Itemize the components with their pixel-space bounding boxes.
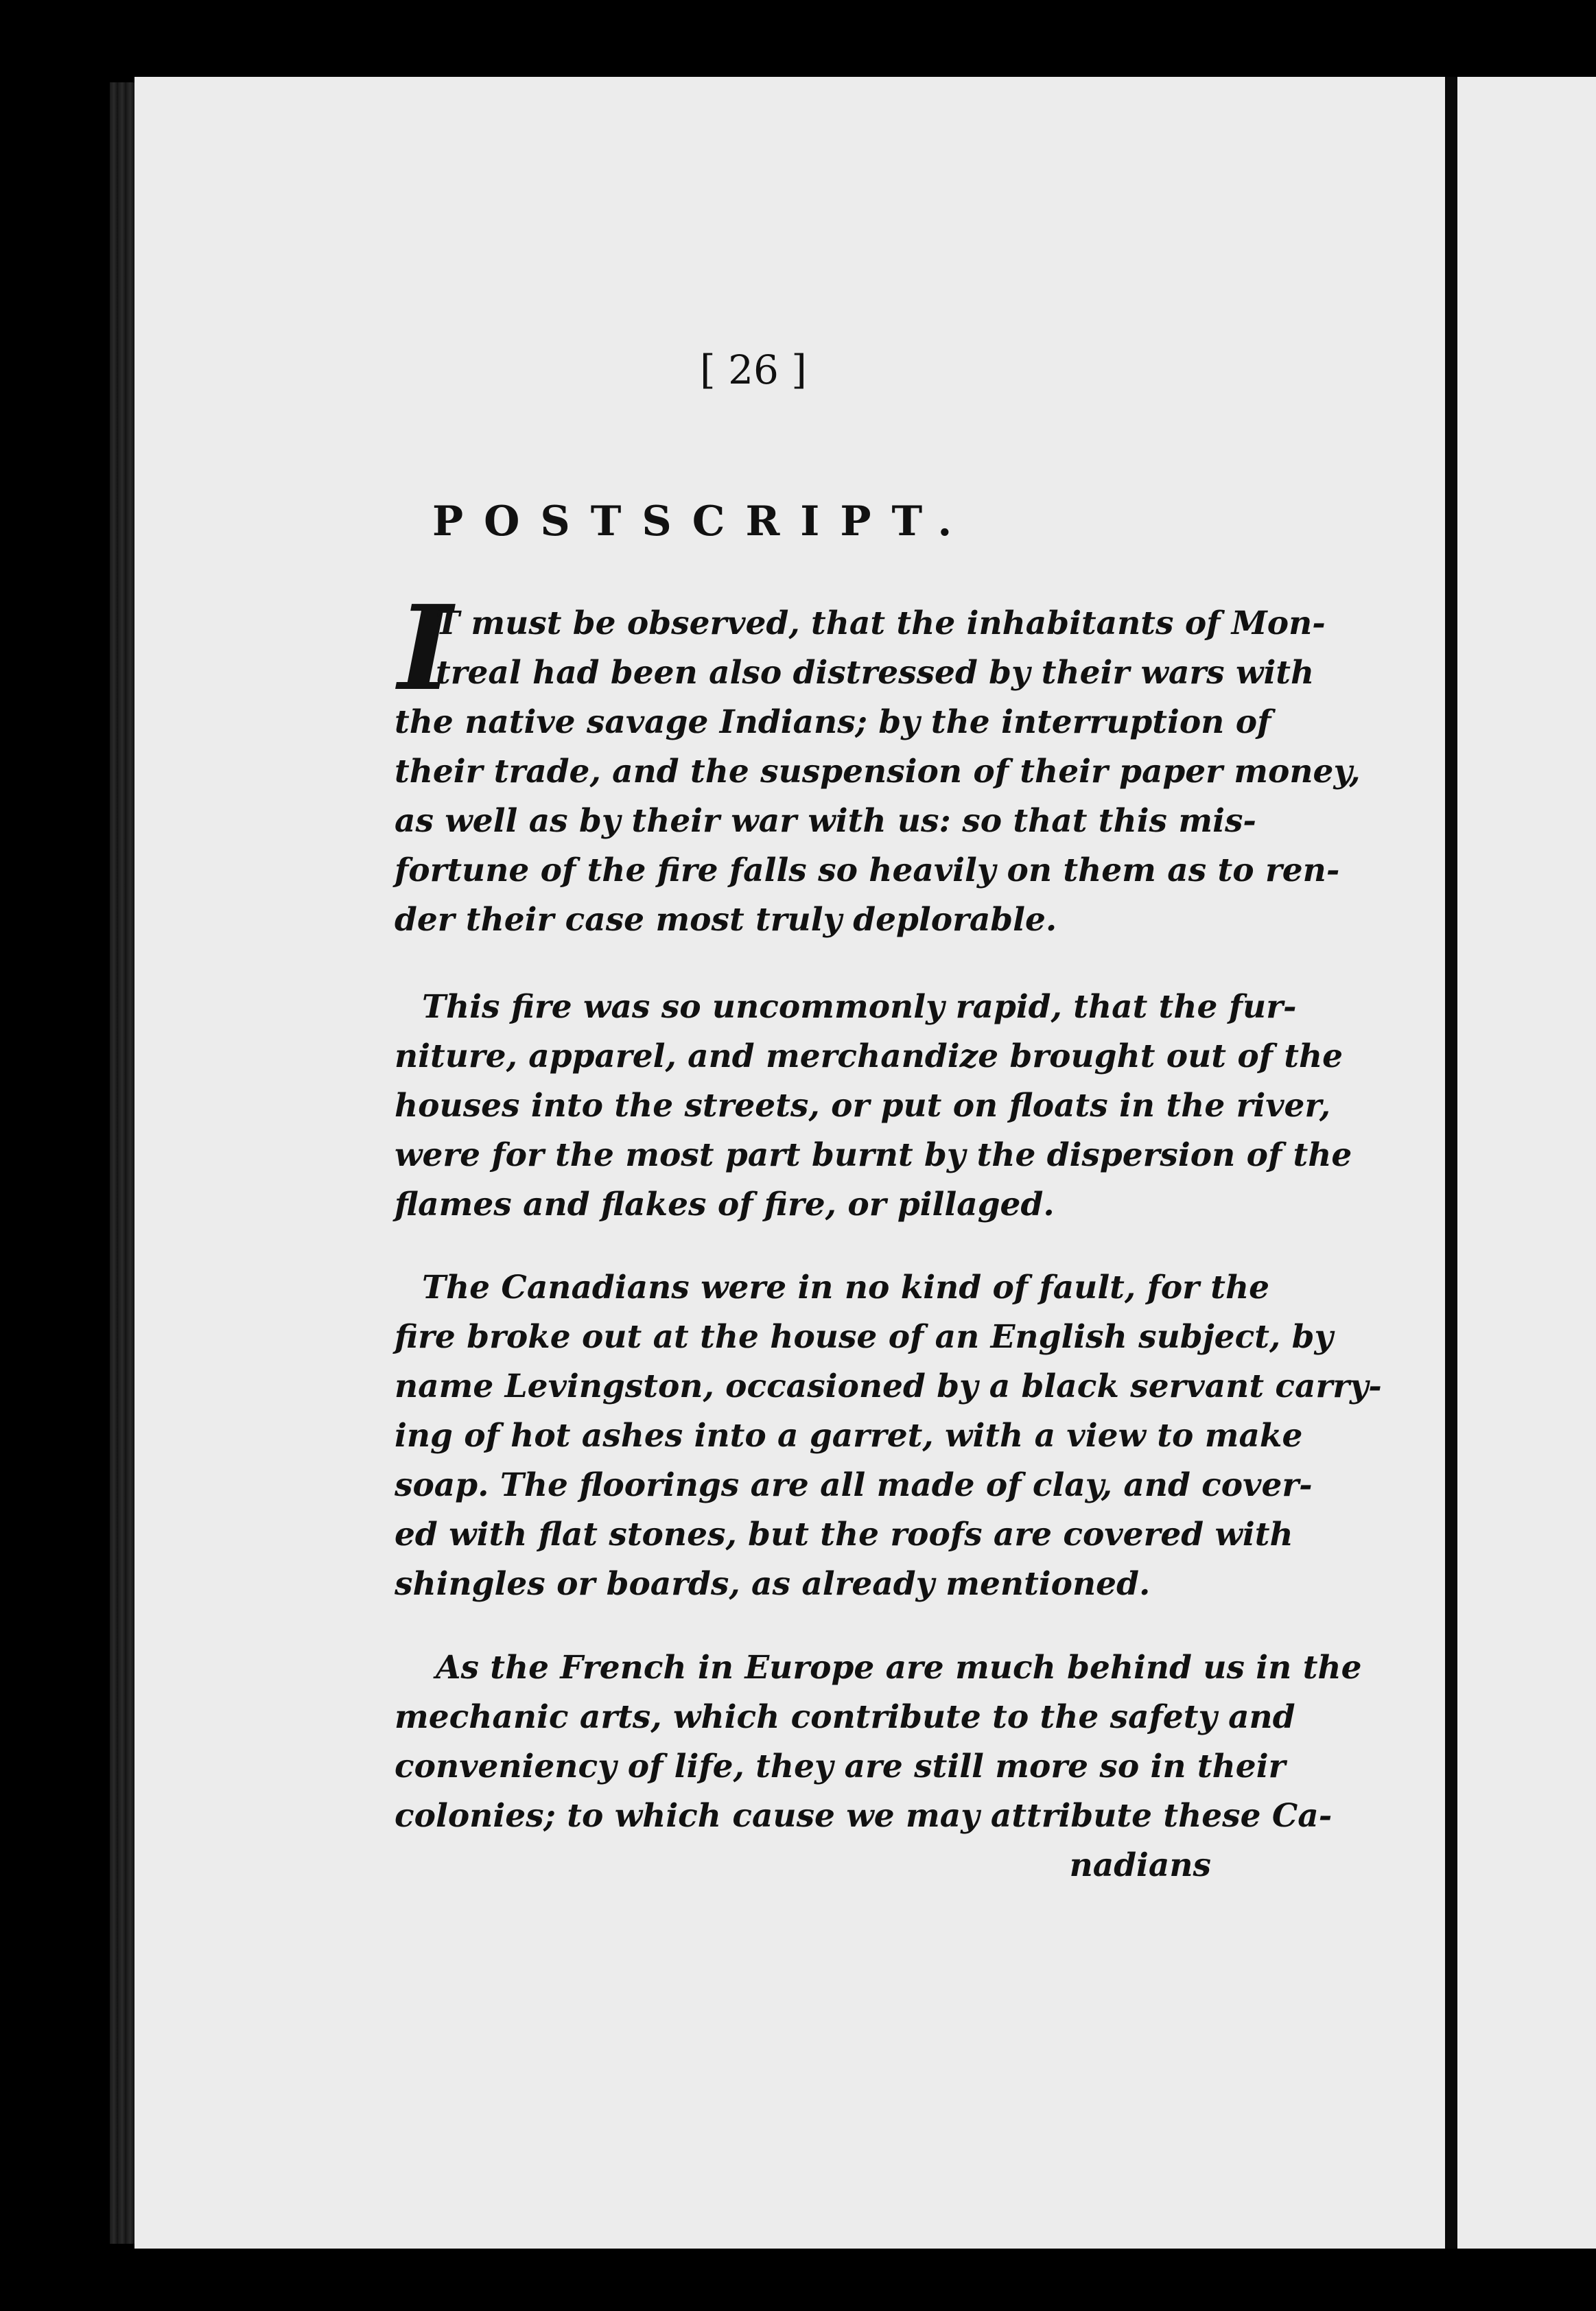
paragraph-2 [395, 983, 1352, 1230]
facing-page-edge [1457, 77, 1596, 2249]
paragraph-1 [395, 599, 1361, 945]
text-line: niture, apparel, and merchandize brought out of the [395, 1037, 1343, 1075]
page-gutter [1445, 77, 1457, 2249]
text-line: fire broke out at the house of an English subject, by [395, 1318, 1333, 1356]
text-line: The Canadians were in no kind of fault, for the [422, 1269, 1270, 1306]
text-line: treal had been also distressed by their wars with [436, 654, 1315, 692]
text-line: der their case most truly deplorable. [395, 901, 1057, 939]
drop-cap: I [398, 580, 453, 717]
text-line: conveniency of life, they are still more so in their [395, 1748, 1286, 1785]
text-line: name Levingston, occasioned by a black servant carry- [395, 1368, 1382, 1405]
text-line: mechanic arts, which contribute to the safety and [395, 1698, 1295, 1736]
catchword: nadians [1069, 1846, 1211, 1884]
text-line: This fire was so uncommonly rapid, that the fur- [422, 988, 1297, 1026]
text-line: fortune of the fire falls so heavily on them as to ren- [395, 852, 1340, 889]
paragraph-4 [395, 1643, 1362, 1890]
text-line: houses into the streets, or put on floats in the river, [395, 1087, 1331, 1125]
text-line: colonies; to which cause we may attribute these Ca- [395, 1797, 1333, 1835]
text-line: T must be observed, that the inhabitants of Mon- [436, 605, 1326, 642]
text-line: their trade, and the suspension of their paper money, [395, 753, 1361, 790]
text-line: the native savage Indians; by the interruption of [395, 703, 1271, 741]
text-line: As the French in Europe are much behind us in the [436, 1649, 1362, 1687]
text-line: ing of hot ashes into a garret, with a view to make [395, 1417, 1303, 1455]
section-heading: POSTSCRIPT. [432, 497, 973, 546]
text-line: soap. The floorings are all made of clay, and cover- [395, 1466, 1313, 1504]
book-spine [110, 82, 137, 2244]
paragraph-3 [395, 1263, 1382, 1609]
text-line: were for the most part burnt by the dispersion of the [395, 1136, 1352, 1174]
text-line: shingles or boards, as already mentioned. [395, 1565, 1151, 1603]
text-line: as well as by their war with us: so that this mis- [395, 802, 1256, 840]
text-line: ed with flat stones, but the roofs are covered with [395, 1516, 1293, 1553]
page-number: [ 26 ] [700, 347, 807, 393]
text-line: flames and flakes of fire, or pillaged. [395, 1186, 1055, 1223]
